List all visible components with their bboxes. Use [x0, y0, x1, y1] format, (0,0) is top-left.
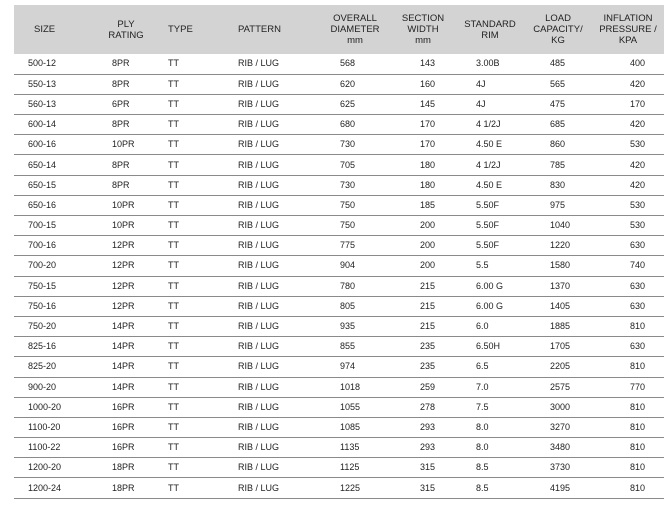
- cell-section-width: 315: [390, 478, 456, 498]
- cell-overall-diameter: 974: [320, 357, 390, 377]
- cell-overall-diameter: 705: [320, 155, 390, 175]
- header-type: TYPE: [168, 24, 193, 35]
- cell-size: 550-13: [14, 74, 98, 94]
- cell-pattern: RIB / LUG: [218, 417, 320, 437]
- cell-inflation-pressure: 170: [592, 94, 664, 114]
- cell-overall-diameter: 750: [320, 216, 390, 236]
- cell-size: 650-16: [14, 195, 98, 215]
- cell-pattern: RIB / LUG: [218, 357, 320, 377]
- cell-pattern: RIB / LUG: [218, 337, 320, 357]
- cell-overall-diameter: 730: [320, 135, 390, 155]
- cell-ply-rating: 8PR: [98, 115, 154, 135]
- cell-load-capacity: 475: [524, 94, 592, 114]
- cell-overall-diameter: 904: [320, 256, 390, 276]
- cell-type: TT: [154, 195, 218, 215]
- cell-ply-rating: 16PR: [98, 397, 154, 417]
- cell-standard-rim: 6.00 G: [456, 276, 524, 296]
- cell-section-width: 170: [390, 135, 456, 155]
- header-inflation-pressure: INFLATION PRESSURE / KPA: [599, 13, 657, 46]
- cell-overall-diameter: 1018: [320, 377, 390, 397]
- cell-type: TT: [154, 236, 218, 256]
- cell-size: 1200-24: [14, 478, 98, 498]
- cell-ply-rating: 14PR: [98, 337, 154, 357]
- cell-ply-rating: 8PR: [98, 175, 154, 195]
- cell-standard-rim: 5.50F: [456, 216, 524, 236]
- cell-size: 825-20: [14, 357, 98, 377]
- cell-pattern: RIB / LUG: [218, 115, 320, 135]
- cell-standard-rim: 6.5: [456, 357, 524, 377]
- cell-size: 750-20: [14, 316, 98, 336]
- cell-load-capacity: 2575: [524, 377, 592, 397]
- cell-ply-rating: 18PR: [98, 478, 154, 498]
- cell-load-capacity: 785: [524, 155, 592, 175]
- cell-ply-rating: 10PR: [98, 195, 154, 215]
- cell-inflation-pressure: 420: [592, 155, 664, 175]
- cell-size: 700-20: [14, 256, 98, 276]
- cell-ply-rating: 10PR: [98, 135, 154, 155]
- cell-type: TT: [154, 74, 218, 94]
- cell-load-capacity: 1040: [524, 216, 592, 236]
- cell-standard-rim: 8.0: [456, 417, 524, 437]
- cell-type: TT: [154, 115, 218, 135]
- tyre-spec-table: [14, 5, 664, 499]
- table-header: [14, 5, 664, 54]
- cell-section-width: 293: [390, 417, 456, 437]
- cell-pattern: RIB / LUG: [218, 54, 320, 74]
- cell-load-capacity: 3000: [524, 397, 592, 417]
- cell-type: TT: [154, 54, 218, 74]
- cell-overall-diameter: 1225: [320, 478, 390, 498]
- cell-inflation-pressure: 420: [592, 74, 664, 94]
- table-row: [14, 256, 664, 276]
- cell-overall-diameter: 1085: [320, 417, 390, 437]
- cell-overall-diameter: 1055: [320, 397, 390, 417]
- cell-type: TT: [154, 438, 218, 458]
- cell-ply-rating: 12PR: [98, 236, 154, 256]
- cell-inflation-pressure: 530: [592, 135, 664, 155]
- table-row: [14, 216, 664, 236]
- cell-size: 560-13: [14, 94, 98, 114]
- table-row: [14, 135, 664, 155]
- cell-size: 700-16: [14, 236, 98, 256]
- cell-standard-rim: 6.00 G: [456, 296, 524, 316]
- cell-size: 900-20: [14, 377, 98, 397]
- cell-load-capacity: 3480: [524, 438, 592, 458]
- cell-size: 500-12: [14, 54, 98, 74]
- cell-type: TT: [154, 377, 218, 397]
- table-row: [14, 175, 664, 195]
- table-row: [14, 155, 664, 175]
- cell-overall-diameter: 775: [320, 236, 390, 256]
- cell-inflation-pressure: 810: [592, 458, 664, 478]
- cell-load-capacity: 1705: [524, 337, 592, 357]
- cell-load-capacity: 3730: [524, 458, 592, 478]
- table-row: [14, 357, 664, 377]
- cell-section-width: 215: [390, 296, 456, 316]
- cell-load-capacity: 685: [524, 115, 592, 135]
- cell-overall-diameter: 568: [320, 54, 390, 74]
- cell-inflation-pressure: 810: [592, 397, 664, 417]
- cell-size: 1100-22: [14, 438, 98, 458]
- cell-pattern: RIB / LUG: [218, 236, 320, 256]
- cell-ply-rating: 12PR: [98, 296, 154, 316]
- cell-standard-rim: 4.50 E: [456, 135, 524, 155]
- cell-section-width: 200: [390, 236, 456, 256]
- cell-load-capacity: 565: [524, 74, 592, 94]
- cell-overall-diameter: 1135: [320, 438, 390, 458]
- cell-pattern: RIB / LUG: [218, 135, 320, 155]
- cell-type: TT: [154, 135, 218, 155]
- cell-overall-diameter: 625: [320, 94, 390, 114]
- header-size: SIZE: [34, 24, 56, 35]
- cell-type: TT: [154, 458, 218, 478]
- cell-type: TT: [154, 357, 218, 377]
- cell-standard-rim: 4 1/2J: [456, 155, 524, 175]
- cell-inflation-pressure: 630: [592, 276, 664, 296]
- cell-standard-rim: 8.5: [456, 478, 524, 498]
- cell-inflation-pressure: 810: [592, 316, 664, 336]
- cell-load-capacity: 1885: [524, 316, 592, 336]
- cell-section-width: 145: [390, 94, 456, 114]
- table-row: [14, 417, 664, 437]
- cell-standard-rim: 4.50 E: [456, 175, 524, 195]
- cell-standard-rim: 5.50F: [456, 195, 524, 215]
- cell-section-width: 215: [390, 316, 456, 336]
- cell-standard-rim: 4J: [456, 74, 524, 94]
- cell-inflation-pressure: 420: [592, 175, 664, 195]
- cell-inflation-pressure: 400: [592, 54, 664, 74]
- cell-size: 650-15: [14, 175, 98, 195]
- cell-load-capacity: 1370: [524, 276, 592, 296]
- cell-type: TT: [154, 256, 218, 276]
- cell-inflation-pressure: 630: [592, 236, 664, 256]
- cell-section-width: 235: [390, 357, 456, 377]
- header-ply-rating: PLY RATING: [108, 18, 144, 41]
- cell-pattern: RIB / LUG: [218, 478, 320, 498]
- cell-ply-rating: 6PR: [98, 94, 154, 114]
- cell-ply-rating: 16PR: [98, 438, 154, 458]
- cell-pattern: RIB / LUG: [218, 195, 320, 215]
- cell-size: 1200-20: [14, 458, 98, 478]
- cell-section-width: 200: [390, 256, 456, 276]
- cell-size: 1100-20: [14, 417, 98, 437]
- cell-type: TT: [154, 337, 218, 357]
- cell-load-capacity: 860: [524, 135, 592, 155]
- cell-type: TT: [154, 478, 218, 498]
- table-row: [14, 438, 664, 458]
- cell-standard-rim: 3.00B: [456, 54, 524, 74]
- table-row: [14, 337, 664, 357]
- cell-ply-rating: 8PR: [98, 155, 154, 175]
- table-row: [14, 94, 664, 114]
- cell-ply-rating: 14PR: [98, 377, 154, 397]
- cell-section-width: 235: [390, 337, 456, 357]
- table-row: [14, 74, 664, 94]
- cell-size: 650-14: [14, 155, 98, 175]
- cell-pattern: RIB / LUG: [218, 316, 320, 336]
- cell-section-width: 180: [390, 175, 456, 195]
- cell-overall-diameter: 730: [320, 175, 390, 195]
- cell-standard-rim: 6.50H: [456, 337, 524, 357]
- cell-inflation-pressure: 810: [592, 357, 664, 377]
- cell-inflation-pressure: 770: [592, 377, 664, 397]
- table-row: [14, 478, 664, 498]
- table-row: [14, 458, 664, 478]
- cell-ply-rating: 14PR: [98, 316, 154, 336]
- header-overall-diameter: OVERALL DIAMETER mm: [330, 13, 380, 46]
- cell-overall-diameter: 805: [320, 296, 390, 316]
- cell-overall-diameter: 1125: [320, 458, 390, 478]
- cell-load-capacity: 1220: [524, 236, 592, 256]
- table-row: [14, 397, 664, 417]
- cell-standard-rim: 6.0: [456, 316, 524, 336]
- table-row: [14, 115, 664, 135]
- cell-size: 750-16: [14, 296, 98, 316]
- cell-overall-diameter: 855: [320, 337, 390, 357]
- cell-inflation-pressure: 740: [592, 256, 664, 276]
- cell-type: TT: [154, 316, 218, 336]
- cell-size: 600-14: [14, 115, 98, 135]
- cell-pattern: RIB / LUG: [218, 175, 320, 195]
- cell-section-width: 293: [390, 438, 456, 458]
- header-row: [14, 5, 664, 54]
- cell-load-capacity: 4195: [524, 478, 592, 498]
- table-row: [14, 296, 664, 316]
- cell-overall-diameter: 620: [320, 74, 390, 94]
- cell-standard-rim: 7.5: [456, 397, 524, 417]
- cell-section-width: 215: [390, 276, 456, 296]
- table-row: [14, 195, 664, 215]
- table-body: [14, 54, 664, 498]
- cell-size: 1000-20: [14, 397, 98, 417]
- table-row: [14, 276, 664, 296]
- cell-size: 825-16: [14, 337, 98, 357]
- cell-load-capacity: 830: [524, 175, 592, 195]
- cell-size: 700-15: [14, 216, 98, 236]
- header-section-width: SECTION WIDTH mm: [401, 13, 445, 46]
- cell-type: TT: [154, 417, 218, 437]
- cell-standard-rim: 4 1/2J: [456, 115, 524, 135]
- cell-inflation-pressure: 810: [592, 417, 664, 437]
- table-row: [14, 316, 664, 336]
- cell-pattern: RIB / LUG: [218, 397, 320, 417]
- cell-section-width: 259: [390, 377, 456, 397]
- cell-ply-rating: 18PR: [98, 458, 154, 478]
- cell-size: 600-16: [14, 135, 98, 155]
- cell-ply-rating: 12PR: [98, 276, 154, 296]
- cell-standard-rim: 5.5: [456, 256, 524, 276]
- cell-load-capacity: 1580: [524, 256, 592, 276]
- cell-standard-rim: 5.50F: [456, 236, 524, 256]
- cell-standard-rim: 4J: [456, 94, 524, 114]
- cell-type: TT: [154, 216, 218, 236]
- cell-pattern: RIB / LUG: [218, 458, 320, 478]
- cell-ply-rating: 14PR: [98, 357, 154, 377]
- cell-type: TT: [154, 276, 218, 296]
- cell-pattern: RIB / LUG: [218, 377, 320, 397]
- cell-load-capacity: 2205: [524, 357, 592, 377]
- cell-load-capacity: 485: [524, 54, 592, 74]
- cell-inflation-pressure: 810: [592, 438, 664, 458]
- cell-inflation-pressure: 630: [592, 337, 664, 357]
- cell-pattern: RIB / LUG: [218, 438, 320, 458]
- cell-inflation-pressure: 420: [592, 115, 664, 135]
- cell-pattern: RIB / LUG: [218, 276, 320, 296]
- cell-standard-rim: 8.0: [456, 438, 524, 458]
- cell-section-width: 180: [390, 155, 456, 175]
- table-row: [14, 54, 664, 74]
- table-row: [14, 236, 664, 256]
- cell-ply-rating: 16PR: [98, 417, 154, 437]
- cell-pattern: RIB / LUG: [218, 256, 320, 276]
- cell-ply-rating: 8PR: [98, 74, 154, 94]
- cell-section-width: 200: [390, 216, 456, 236]
- cell-inflation-pressure: 530: [592, 216, 664, 236]
- cell-ply-rating: 10PR: [98, 216, 154, 236]
- cell-pattern: RIB / LUG: [218, 155, 320, 175]
- cell-ply-rating: 12PR: [98, 256, 154, 276]
- cell-pattern: RIB / LUG: [218, 74, 320, 94]
- cell-overall-diameter: 935: [320, 316, 390, 336]
- cell-standard-rim: 7.0: [456, 377, 524, 397]
- cell-size: 750-15: [14, 276, 98, 296]
- cell-ply-rating: 8PR: [98, 54, 154, 74]
- cell-load-capacity: 3270: [524, 417, 592, 437]
- cell-section-width: 160: [390, 74, 456, 94]
- cell-inflation-pressure: 530: [592, 195, 664, 215]
- cell-overall-diameter: 680: [320, 115, 390, 135]
- cell-section-width: 315: [390, 458, 456, 478]
- cell-section-width: 185: [390, 195, 456, 215]
- cell-pattern: RIB / LUG: [218, 216, 320, 236]
- cell-type: TT: [154, 296, 218, 316]
- cell-overall-diameter: 780: [320, 276, 390, 296]
- cell-pattern: RIB / LUG: [218, 296, 320, 316]
- cell-load-capacity: 1405: [524, 296, 592, 316]
- cell-type: TT: [154, 397, 218, 417]
- header-pattern: PATTERN: [238, 24, 281, 35]
- cell-type: TT: [154, 94, 218, 114]
- cell-inflation-pressure: 810: [592, 478, 664, 498]
- cell-section-width: 170: [390, 115, 456, 135]
- header-load-capacity: LOAD CAPACITY/ KG: [533, 13, 583, 46]
- table-row: [14, 377, 664, 397]
- cell-overall-diameter: 750: [320, 195, 390, 215]
- cell-type: TT: [154, 175, 218, 195]
- cell-type: TT: [154, 155, 218, 175]
- cell-inflation-pressure: 630: [592, 296, 664, 316]
- cell-pattern: RIB / LUG: [218, 94, 320, 114]
- cell-section-width: 278: [390, 397, 456, 417]
- cell-section-width: 143: [390, 54, 456, 74]
- cell-standard-rim: 8.5: [456, 458, 524, 478]
- cell-load-capacity: 975: [524, 195, 592, 215]
- header-standard-rim: STANDARD RIM: [464, 18, 516, 41]
